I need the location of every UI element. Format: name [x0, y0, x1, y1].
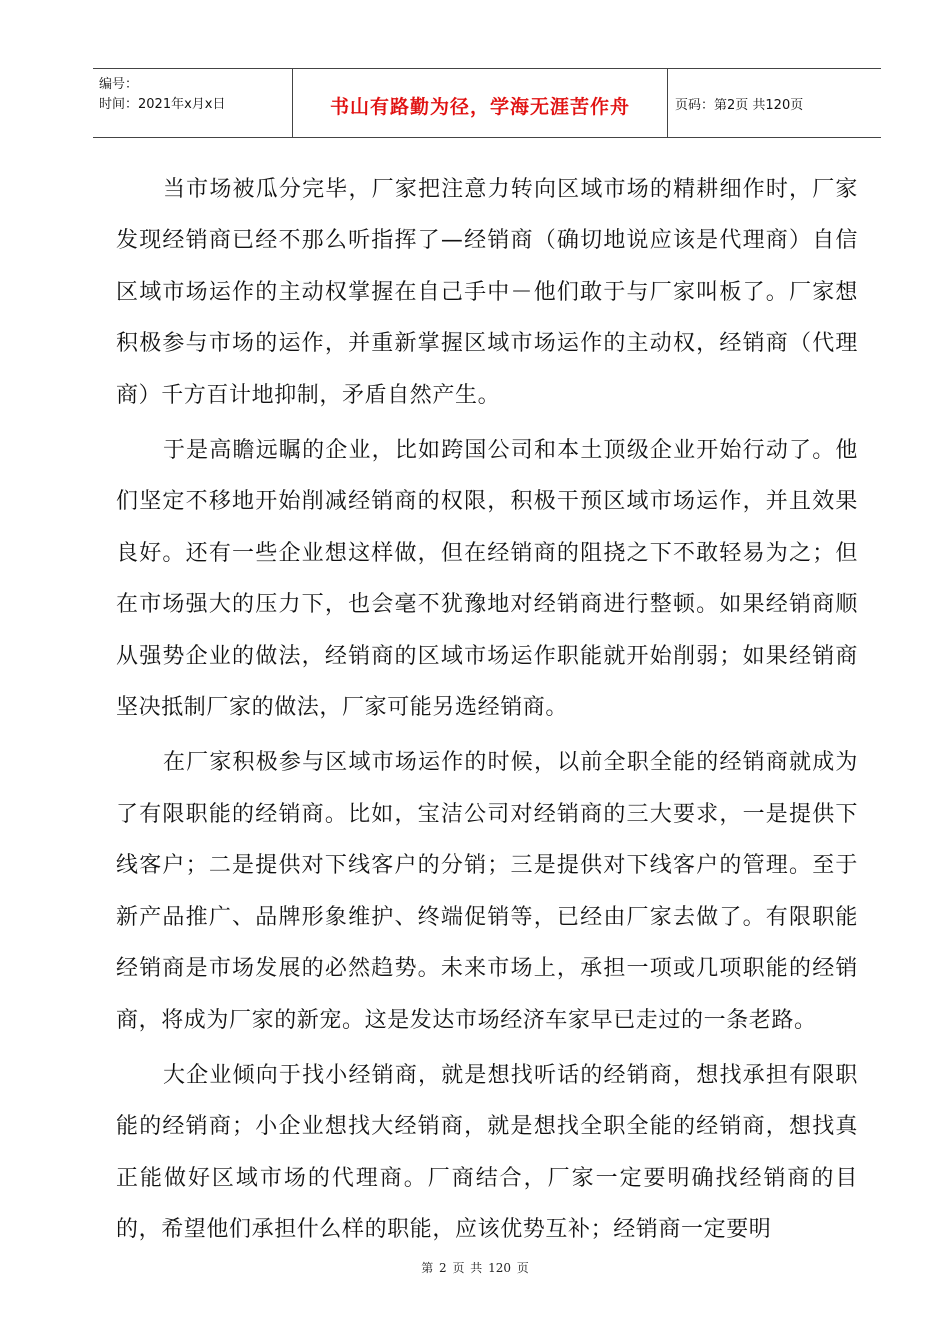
paragraph: 当市场被瓜分完毕，厂家把注意力转向区域市场的精耕细作时，厂家发现经销商已经不那么听指挥了—经销商（确切地说应该是代理商）自信区域市场运作的主动权掌握在自己手中－他们敢于与厂家叫板了。厂家想积极参与市场的运作，并重新掌握区域市场运作的主动权，经销商（代理商）千方百计地抑制，矛盾自然产生。: [116, 177, 858, 408]
time-label: 时间：2021年x月x日: [99, 97, 226, 112]
page-header: [93, 68, 881, 138]
header-motto-cell: [292, 69, 668, 137]
header-page-number: 页码：第2页 共120页: [675, 98, 804, 113]
document-body: [116, 164, 858, 1260]
header-motto: 书山有路勤为径，学海无涯苦作舟: [329, 96, 630, 118]
header-page-cell: [667, 69, 881, 137]
paragraph: 大企业倾向于找小经销商，就是想找听话的经销商，想找承担有限职能的经销商；小企业想找大经销商，就是想找全职全能的经销商，想找真正能做好区域市场的代理商。厂商结合，厂家一定要明确找经销商的目的，希望他们承担什么样的职能，应该优势互补；经销商一定要明: [116, 1062, 858, 1243]
page-footer: 第 2 页 共 120 页: [421, 1261, 529, 1275]
paragraph: 于是高瞻远瞩的企业，比如跨国公司和本土顶级企业开始行动了。他们坚定不移地开始削减经销商的权限，积极干预区域市场运作，并且效果良好。还有一些企业想这样做，但在经销商的阻挠之下不敢轻易为之；但在市场强大的压力下，也会毫不犹豫地对经销商进行整顿。如果经销商顺从强势企业的做法，经销商的区域市场运作职能就开始削弱；如果经销商坚决抵制厂家的做法，厂家可能另选经销商。: [116, 438, 858, 721]
paragraph: 在厂家积极参与区域市场运作的时候，以前全职全能的经销商就成为了有限职能的经销商。比如，宝洁公司对经销商的三大要求，一是提供下线客户；二是提供对下线客户的分销；三是提供对下线客户的管理。至于新产品推广、品牌形象维护、终端促销等，已经由厂家去做了。有限职能经销商是市场发展的必然趋势。未来市场上，承担一项或几项职能的经销商，将成为厂家的新宠。这是发达市场经济车家早已走过的一条老路。: [116, 750, 858, 1033]
header-info-cell: [93, 69, 292, 137]
serial-label: 编号：: [99, 77, 139, 92]
